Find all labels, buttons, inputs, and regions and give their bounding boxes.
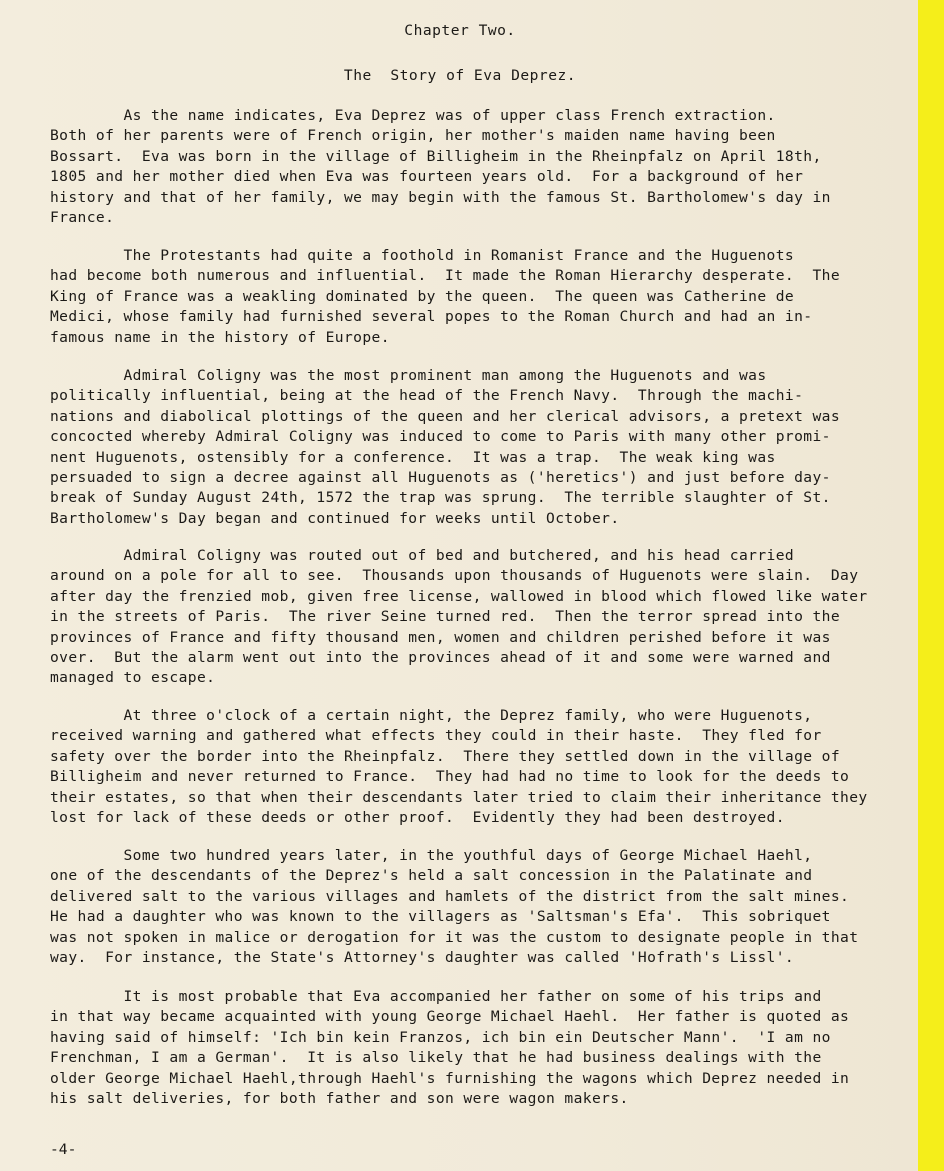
paragraph-line: in the streets of Paris. The river Seine turned red. Then the terror spread into the: [50, 608, 841, 626]
paragraph-line: 1805 and her mother died when Eva was fourteen years old. For a background of her: [50, 168, 804, 186]
paragraph-line: concocted whereby Admiral Coligny was induced to come to Paris with many other promi-: [50, 428, 831, 446]
paragraph-line: Both of her parents were of French origin, her mother's maiden name having been: [50, 127, 776, 145]
paragraph-line: their estates, so that when their descendants later tried to claim their inheritance they: [50, 788, 868, 806]
paragraph: [50, 846, 918, 968]
page-number: -4-: [50, 1141, 77, 1158]
paragraph-line: Billigheim and never returned to France. They had had no time to look for the deeds to: [50, 768, 850, 786]
paragraph-line: safety over the border into the Rheinpfalz. There they settled down in the village of: [50, 747, 841, 765]
paragraph-line: managed to escape.: [50, 669, 216, 687]
paragraph-line: France.: [50, 208, 115, 226]
paragraph-line: As the name indicates, Eva Deprez was of upper class French extraction.: [50, 107, 776, 124]
paragraph-line: provinces of France and fifty thousand men, women and children perished before it was: [50, 628, 831, 646]
paragraph-line: Bartholomew's Day began and continued for weeks until October.: [50, 509, 620, 527]
paragraph-line: nations and diabolical plottings of the queen and her clerical advisors, a pretext was: [50, 407, 841, 425]
paragraph-line: nent Huguenots, ostensibly for a conference. It was a trap. The weak king was: [50, 448, 776, 466]
paragraph-line: in that way became acquainted with young George Michael Haehl. Her father is quoted as: [50, 1008, 850, 1026]
paragraph: [50, 366, 918, 529]
paragraph-line: Frenchman, I am a German'. It is also likely that he had business dealings with the: [50, 1049, 822, 1067]
paragraph: [50, 546, 918, 689]
paragraph-line: Bossart. Eva was born in the village of Billigheim in the Rheinpfalz on April 18th,: [50, 147, 822, 165]
paragraph-line: King of France was a weakling dominated by the queen. The queen was Catherine de: [50, 287, 795, 305]
paragraph: [50, 987, 918, 1109]
chapter-title: Chapter Two.: [404, 22, 516, 39]
paragraph-line: was not spoken in malice or derogation for it was the custom to designate people in that: [50, 928, 859, 946]
paragraph-line: delivered salt to the various villages and hamlets of the district from the salt mines.: [50, 887, 850, 905]
paragraph-line: politically influential, being at the head of the French Navy. Through the machi-: [50, 387, 804, 405]
paragraph: [50, 106, 918, 228]
paragraph-line: He had a daughter who was known to the villagers as 'Saltsman's Efa'. This sobriquet: [50, 908, 831, 926]
paragraph-line: lost for lack of these deeds or other proof. Evidently they had been destroyed.: [50, 808, 785, 826]
paragraph-line: one of the descendants of the Deprez's held a salt concession in the Palatinate and: [50, 867, 813, 885]
paragraph-line: Admiral Coligny was routed out of bed and butchered, and his head carried: [50, 547, 795, 564]
paragraph-line: Admiral Coligny was the most prominent man among the Huguenots and was: [50, 367, 767, 384]
paragraph-line: had become both numerous and influential. It made the Roman Hierarchy desperate. The: [50, 267, 841, 285]
paragraph-line: his salt deliveries, for both father and son were wagon makers.: [50, 1089, 629, 1107]
paragraph-line: way. For instance, the State's Attorney's daughter was called 'Hofrath's Lissl'.: [50, 948, 795, 966]
paragraph-line: Some two hundred years later, in the youthful days of George Michael Haehl,: [50, 847, 813, 864]
paragraph: [50, 706, 918, 828]
paragraph-line: after day the frenzied mob, given free license, wallowed in blood which flowed like water: [50, 587, 868, 605]
paragraph-line: famous name in the history of Europe.: [50, 328, 390, 346]
paragraph: [50, 246, 918, 348]
paragraph-line: At three o'clock of a certain night, the Deprez family, who were Huguenots,: [50, 707, 813, 724]
paragraph-line: history and that of her family, we may begin with the famous St. Bartholomew's day in: [50, 188, 831, 206]
paragraph-line: received warning and gathered what effects they could in their haste. They fled for: [50, 727, 822, 745]
paragraph-line: around on a pole for all to see. Thousands upon thousands of Huguenots were slain. Day: [50, 567, 859, 585]
yellow-margin-strip: [918, 0, 944, 1171]
paragraph-line: over. But the alarm went out into the provinces ahead of it and some were warned and: [50, 648, 831, 666]
paragraph-line: persuaded to sign a decree against all Huguenots as ('heretics') and just before day-: [50, 468, 831, 486]
story-title: The Story of Eva Deprez.: [343, 67, 577, 84]
paragraph-line: older George Michael Haehl,through Haehl's furnishing the wagons which Deprez needed in: [50, 1069, 850, 1087]
paragraph-line: break of Sunday August 24th, 1572 the trap was sprung. The terrible slaughter of St.: [50, 489, 831, 507]
paragraph-line: having said of himself: 'Ich bin kein Franzos, ich bin ein Deutscher Mann'. 'I am no: [50, 1028, 831, 1046]
paragraph-line: It is most probable that Eva accompanied her father on some of his trips and: [50, 988, 822, 1005]
paragraph-line: The Protestants had quite a foothold in Romanist France and the Huguenots: [50, 247, 795, 264]
paragraph-line: Medici, whose family had furnished several popes to the Roman Church and had an in-: [50, 308, 813, 326]
